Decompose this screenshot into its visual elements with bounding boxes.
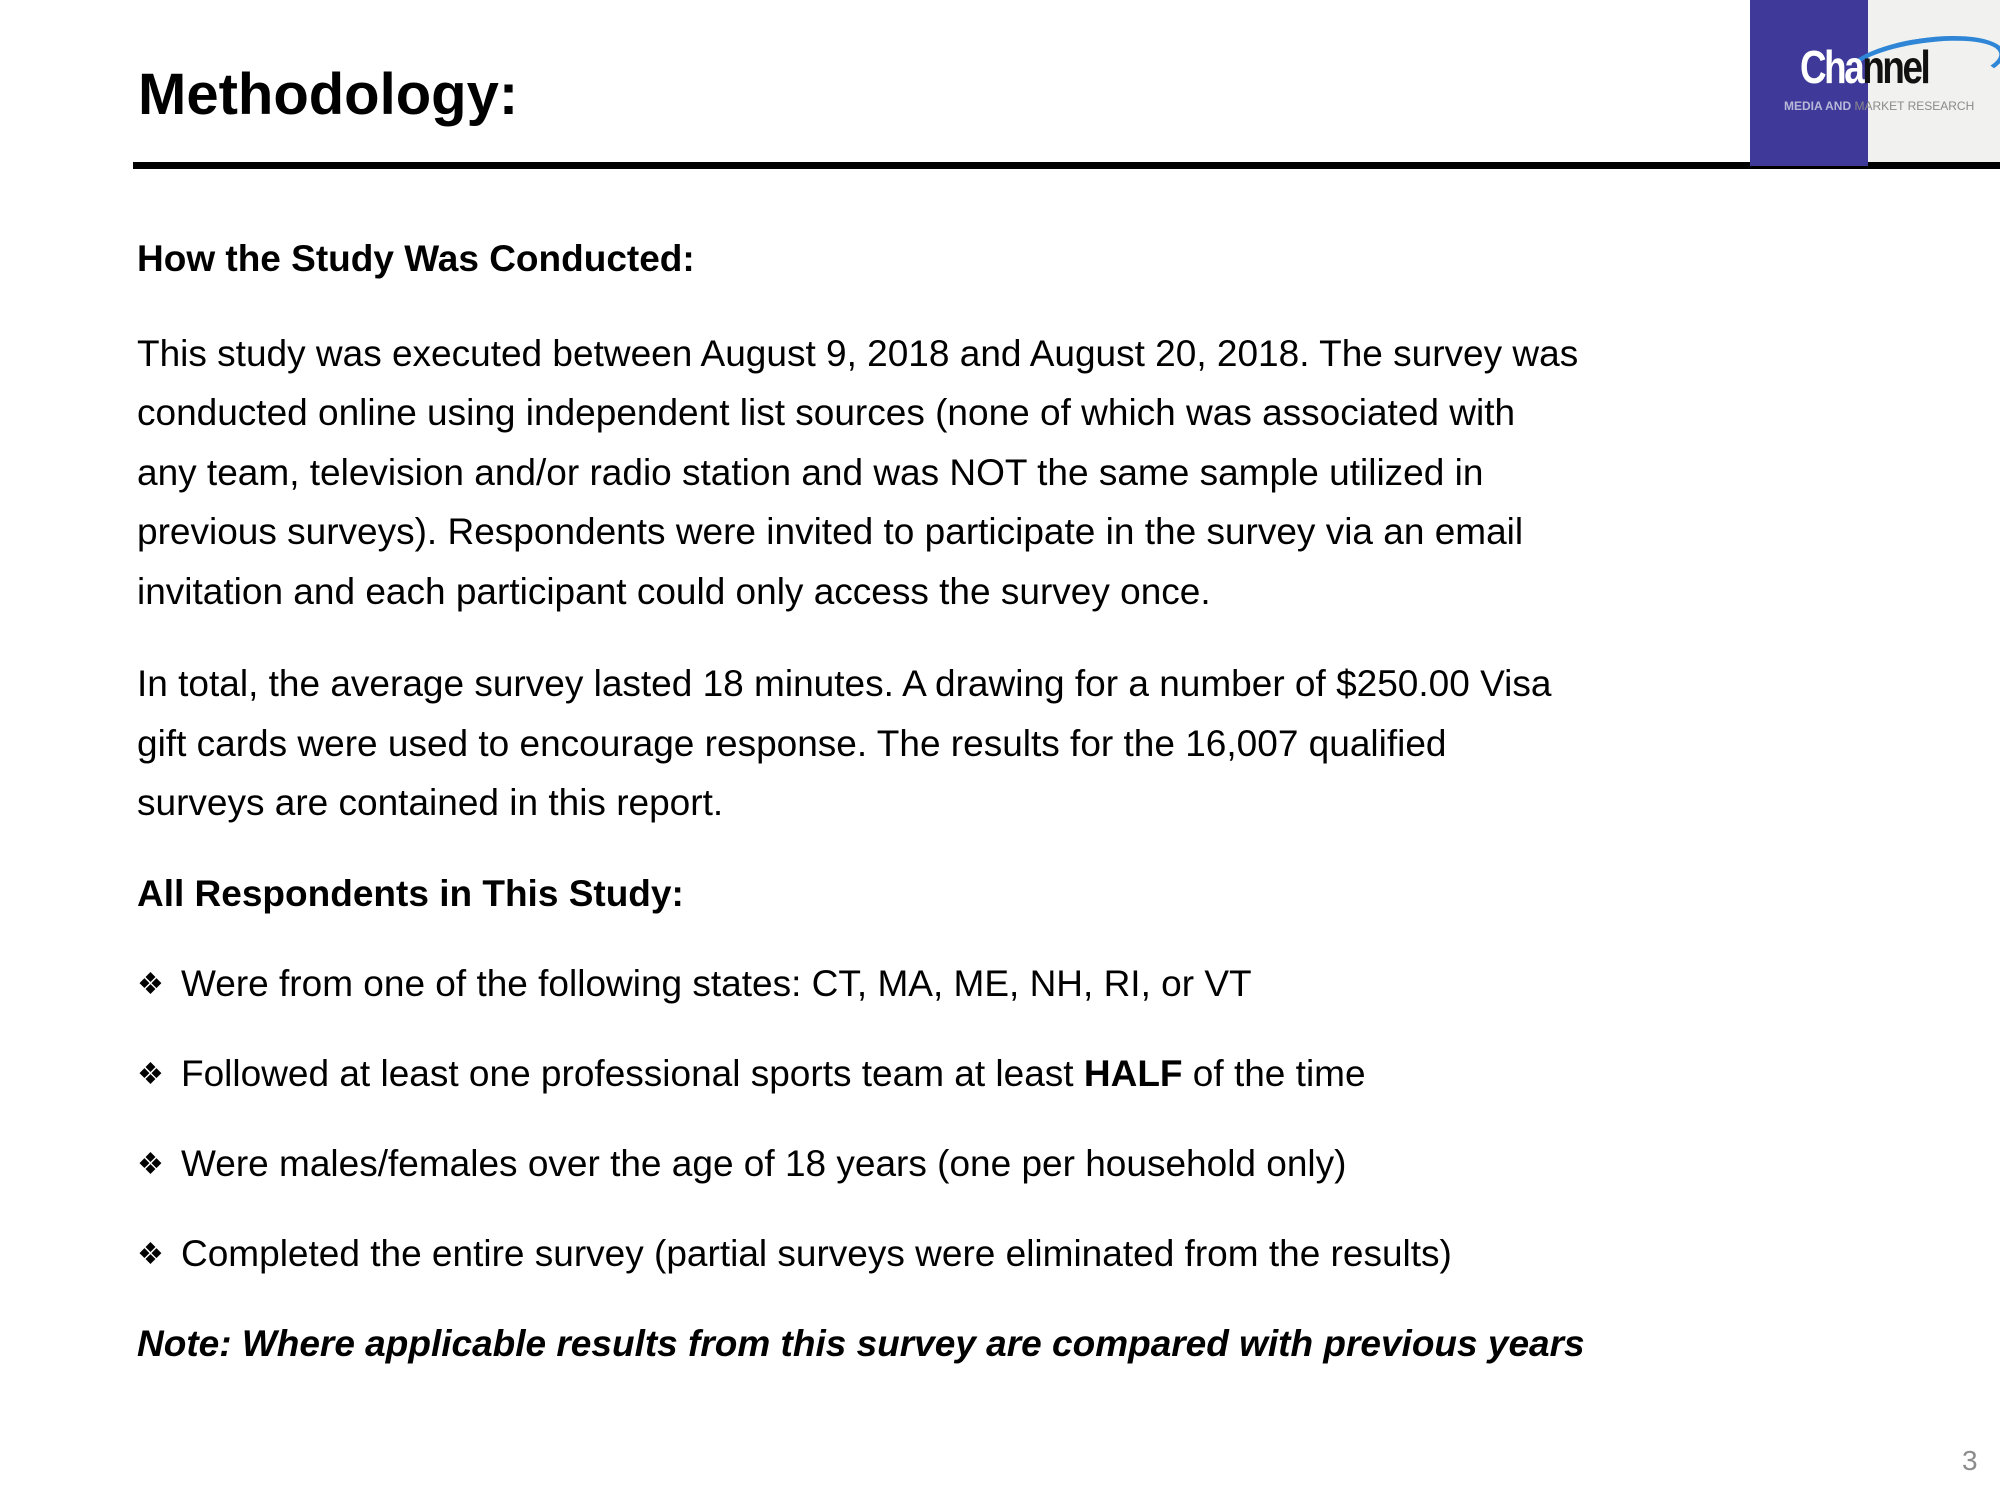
section-heading-conducted: How the Study Was Conducted: — [137, 238, 695, 279]
bullet-text: Completed the entire survey (partial surveys were eliminated from the results) — [181, 1233, 1452, 1274]
bullet-emphasis: HALF — [1083, 1053, 1183, 1094]
diamond-bullet-icon: ❖ — [137, 1058, 164, 1091]
paragraph-line: previous surveys). Respondents were invited to participate in the survey via an email — [137, 511, 1524, 552]
diamond-bullet-icon: ❖ — [137, 1238, 164, 1271]
logo-wordmark — [1800, 41, 1929, 93]
bullet-item — [137, 1235, 1452, 1272]
logo-word-dark: nnel — [1862, 41, 1929, 93]
logo-word-white: Cha — [1800, 41, 1863, 93]
note-text: Note: Where applicable results from this survey are compared with previous years — [137, 1323, 1585, 1364]
bullet-text: Followed at least one professional sports team at least — [181, 1053, 1084, 1094]
section-heading-respondents: All Respondents in This Study: — [137, 873, 684, 914]
paragraph-line: conducted online using independent list sources (none of which was associated with — [137, 392, 1516, 433]
logo-subtitle — [1784, 100, 1974, 112]
title-underline — [133, 162, 2000, 169]
paragraph-line: invitation and each participant could only access the survey once. — [137, 571, 1211, 612]
bullet-text: of the time — [1182, 1053, 1366, 1094]
channel-logo — [1750, 0, 2000, 166]
bullet-item — [137, 1145, 1346, 1182]
paragraph-line: surveys are contained in this report. — [137, 782, 724, 823]
page-number: 3 — [1962, 1445, 1978, 1476]
bullet-text: Were from one of the following states: CT, MA, ME, NH, RI, or VT — [181, 963, 1252, 1004]
bullet-text: Were males/females over the age of 18 years (one per household only) — [181, 1143, 1347, 1184]
paragraph-line: any team, television and/or radio station and was NOT the same sample utilized in — [137, 452, 1484, 493]
diamond-bullet-icon: ❖ — [137, 968, 164, 1001]
diamond-bullet-icon: ❖ — [137, 1148, 164, 1181]
page-title: Methodology: — [138, 62, 519, 127]
paragraph-line: This study was executed between August 9, 2018 and August 20, 2018. The survey was — [137, 333, 1579, 374]
paragraph-line: gift cards were used to encourage response. The results for the 16,007 qualified — [137, 723, 1447, 764]
logo-subtitle-right: MARKET RESEARCH — [1854, 99, 1975, 113]
paragraph-line: In total, the average survey lasted 18 minutes. A drawing for a number of $250.00 Visa — [137, 663, 1552, 704]
logo-subtitle-left: MEDIA AND — [1784, 99, 1855, 113]
bullet-item — [137, 1055, 1366, 1092]
bullet-item — [137, 965, 1252, 1002]
